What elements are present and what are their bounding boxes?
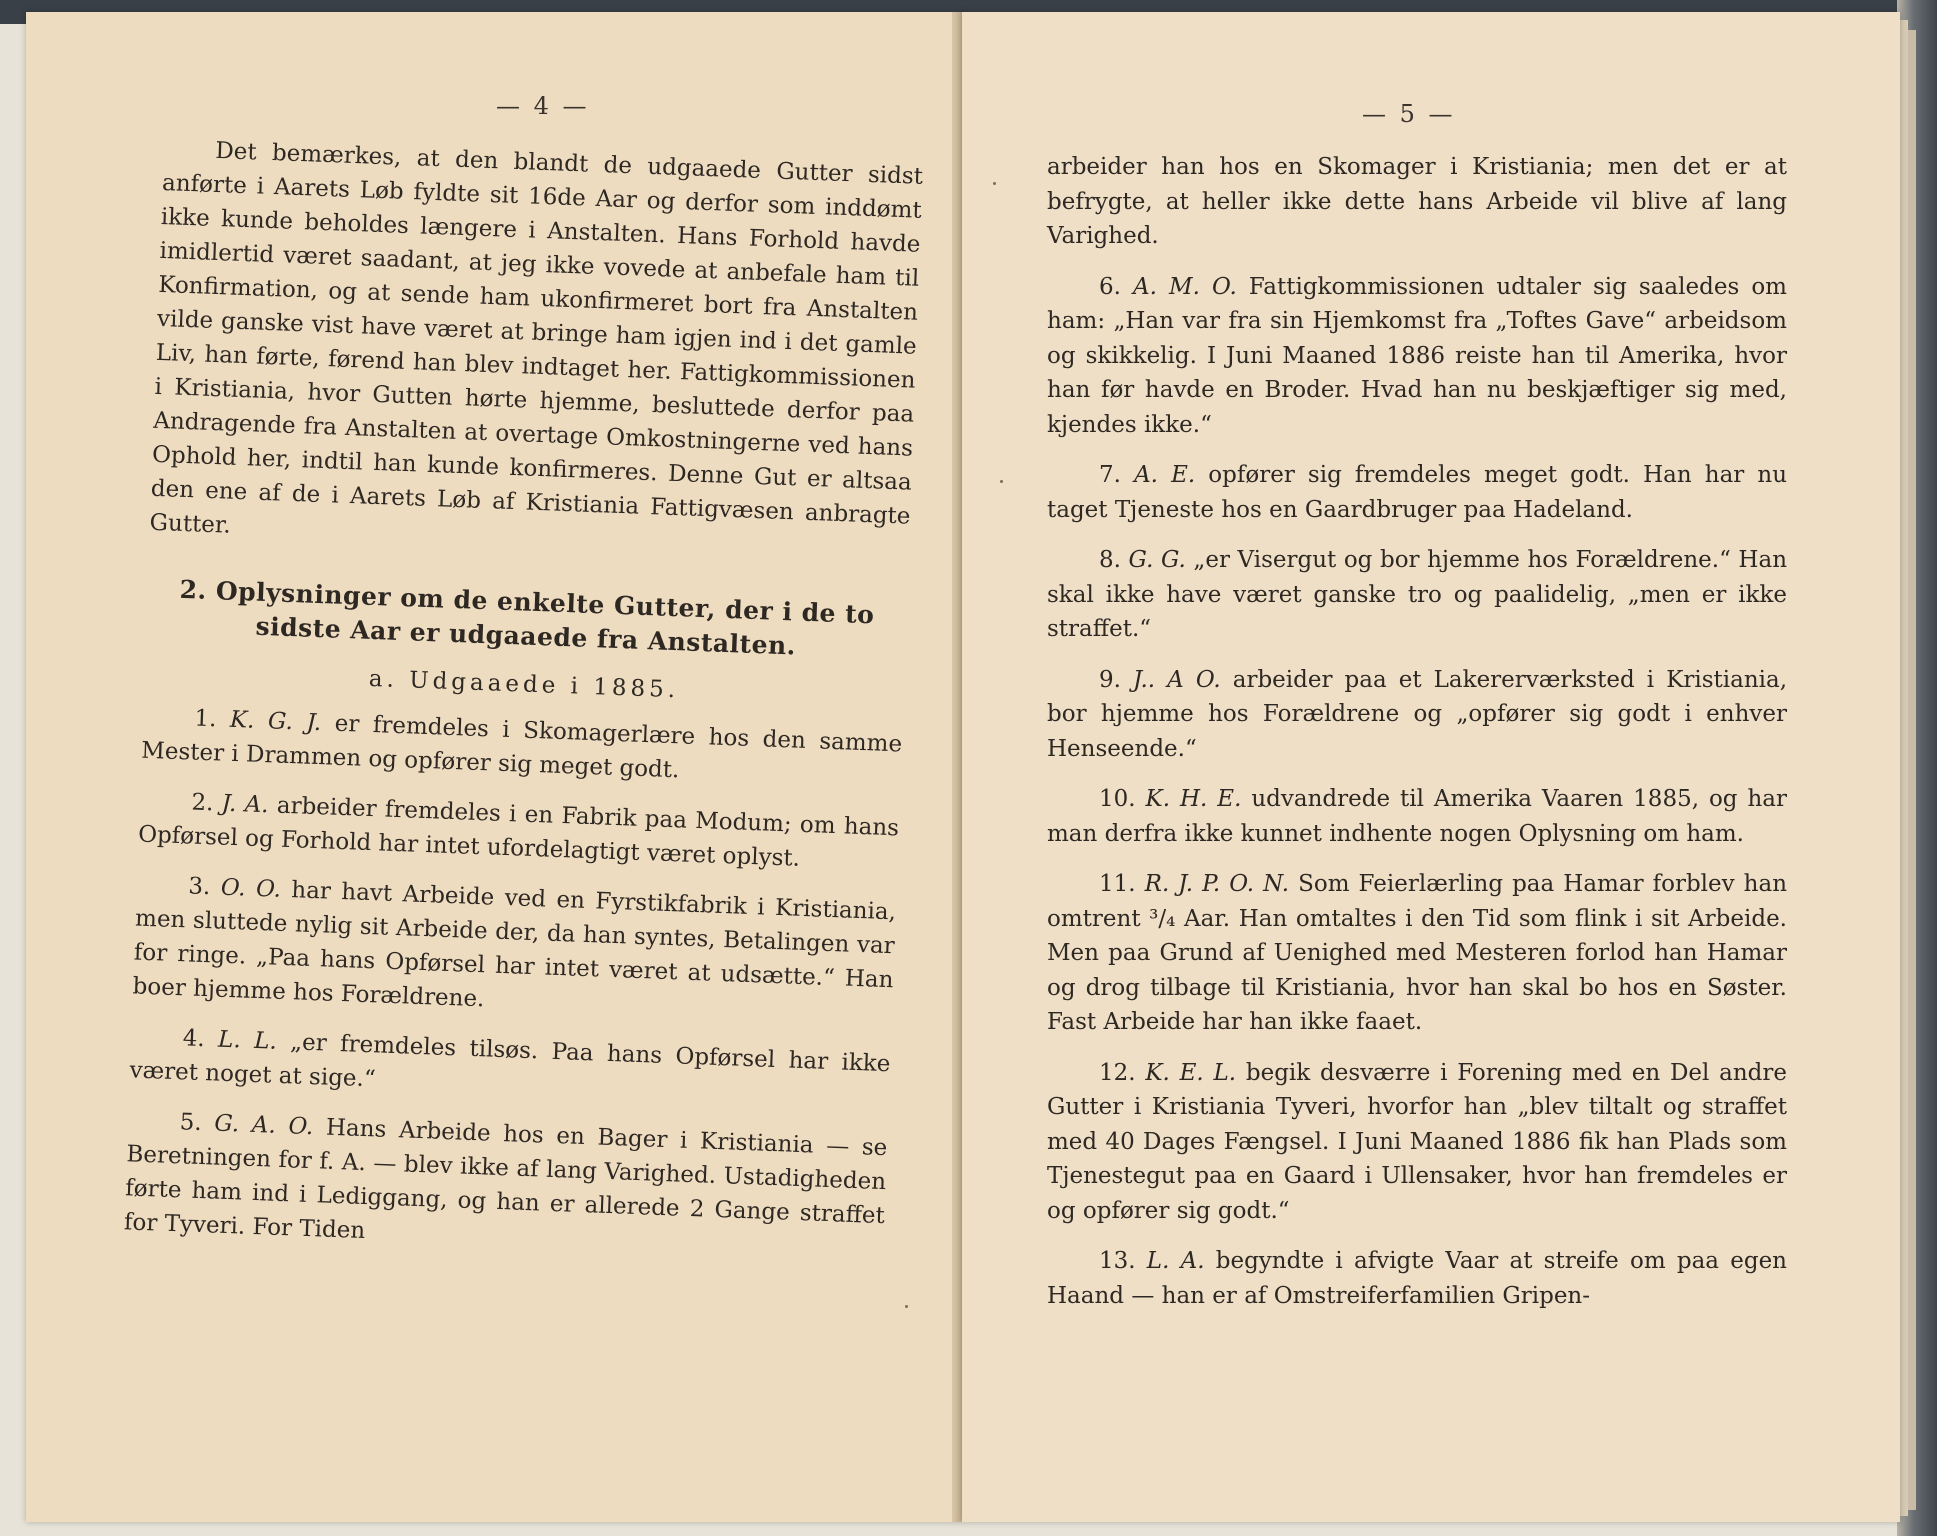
page-number-right: — 5 — xyxy=(1362,100,1456,128)
list-item: 5. G. A. O. Hans Arbeide hos en Bager i Kristiania — se Beretningen for f. A. — blev ikke af lang Varighed. Ustadigheden førte ham ind i Lediggang, og han er allerede 2 Gange straffet for Tyveri. For Tiden xyxy=(123,1109,888,1245)
page-edge xyxy=(1900,20,1908,1516)
page-edge-stack xyxy=(1908,30,1916,1510)
list-item: 7. A. E. opfører sig fremdeles meget godt. Han har nu taget Tjeneste hos en Gaardbruger paa Hadeland. xyxy=(1047,462,1788,523)
page-number-left: — 4 — xyxy=(496,92,590,120)
list-item: 1. K. G. J. er fremdeles i Skomagerlære hos den samme Mester i Drammen og opfører sig meget godt. xyxy=(140,705,903,784)
list-item: 13. L. A. begyndte i afvigte Vaar at streife om paa egen Haand — han er af Omstreiferfamilien Gripen- xyxy=(1047,1248,1787,1309)
list-item: 10. K. H. E. udvandrede til Amerika Vaaren 1885, og har man derfra ikke kunnet indhente nogen Oplysning om ham. xyxy=(1047,786,1787,847)
paper-speck xyxy=(993,182,996,185)
list-item: 8. G. G. „er Visergut og bor hjemme hos Forældrene.“ Han skal ikke have været ganske tro og paalidelig, „men er ikke straffet.“ xyxy=(1047,547,1788,642)
list-item: 9. J.. A O. arbeider paa et Lakererværksted i Kristiania, bor hjemme hos Forældrene og „opfører sig godt i enhver Henseende.“ xyxy=(1047,666,1788,762)
list-item: 12. K. E. L. begik desværre i Forening med en Del andre Gutter i Kristiania Tyveri, hvorfor han „blev tiltalt og straffet med 40 Dages Fængsel. I Juni Maaned 1886 fik han Plads som Tjenestegut paa en Gaard i Ullensaker, hvor han fremdeles er og opfører sig godt.“ xyxy=(1047,1059,1787,1224)
list-item: 11. R. J. P. O. N. Som Feierlærling paa Hamar forblev han omtrent ³/₄ Aar. Han omtaltes i den Tid som flink i sit Arbeide. Men paa Grund af Uenighed med Mesteren forlod han Hamar og drog tilbage til Kristiania, hvor han skal bo hos en Søster. Fast Arbeide har han ikke faaet. xyxy=(1047,871,1788,1035)
list-item: 6. A. M. O. Fattigkommissionen udtaler sig saaledes om ham: „Han var fra sin Hjemkomst fra „Toftes Gave“ arbeidsom og skikkelig. I Juni Maaned 1886 reiste han til Amerika, hvor han før havde en Broder. Hvad han nu beskjæftiger sig med, kjendes ikke.“ xyxy=(1047,273,1787,438)
subheading: a. Udgaaede i 1885. xyxy=(368,665,680,704)
continuation-paragraph: arbeider han hos en Skomager i Kristiania; men det er at befrygte, at heller ikke dette hans Arbeide vil blive af lang Varighed. xyxy=(1047,154,1787,249)
paper-speck xyxy=(905,1305,908,1308)
intro-paragraph: Det bemærkes, at den blandt de udgaaede Gutter sidst anførte i Aarets Løb fyldte sit 16de Aar og derfor som inddømt ikke kunde beholdes længere i Anstalten. Hans Forhold havde imidlertid været saadant, at jeg ikke vovede at anbefale ham til Konfirmation, og at sende ham ukonfirmeret bort fra Anstalten vilde ganske vist have været at bringe ham igjen ind i det gamle Liv, han førte, førend han blev indtaget her. Fattigkommissionen i Kristiania, hvor Gutten hørte hjemme, besluttede derfor paa Andragende fra Anstalten at overtage Omkostningerne ved hans Ophold her, indtil han kunde konfirmeres. Denne Gut er altsaa den ene af de i Aarets Løb af Kristiania Fattigvæsen anbragte Gutter. xyxy=(149,137,924,539)
left-page xyxy=(26,12,962,1522)
left-page-text xyxy=(123,132,924,1283)
paper-speck xyxy=(1000,480,1003,483)
list-item: 3. O. O. har havt Arbeide ved en Fyrstikfabrik i Kristiania, men sluttede nylig sit Arbeide der, da han syntes, Betalingen var for ringe. „Paa hans Opførsel har intet været at udsætte.“ Han boer hjemme hos Forældrene. xyxy=(132,873,897,1013)
list-item: 2. J. A. arbeider fremdeles i en Fabrik paa Modum; om hans Opførsel og Forhold har intet ufordelagtigt været oplyst. xyxy=(137,789,900,872)
right-page-text xyxy=(1047,150,1787,1329)
right-page xyxy=(962,12,1900,1522)
section-heading: 2. Oplysninger om de enkelte Gutter, der i de to sidste Aar er udgaaede fra Anstalten. xyxy=(179,574,875,661)
list-item: 4. L. L. „er fremdeles tilsøs. Paa hans Opførsel har ikke været noget at sige.“ xyxy=(129,1025,891,1093)
